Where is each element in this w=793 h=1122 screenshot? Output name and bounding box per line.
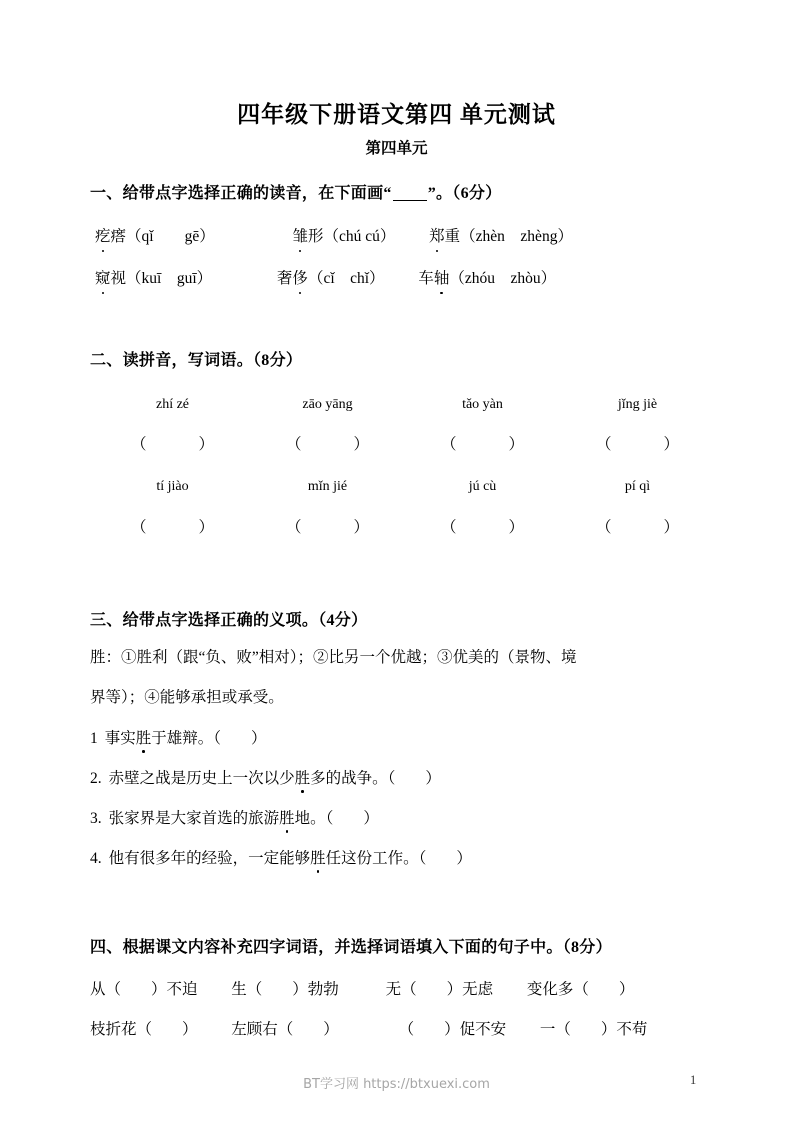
idiom-prefix: 枝折花（ xyxy=(90,1021,153,1038)
section-1-heading-prefix: 一、给带点字选择正确的读音，在下面画“ xyxy=(90,185,392,202)
idiom-item xyxy=(231,977,339,999)
pinyin-options[interactable]: （zhèn zhèng） xyxy=(460,228,573,245)
pinyin-label: tí jiào xyxy=(156,479,189,494)
answer-blank[interactable] xyxy=(250,515,405,537)
section-4-heading: 四、根据课文内容补充四字词语，并选择词语填入下面的句子中。（8分） xyxy=(90,939,612,956)
idiom-suffix: ） xyxy=(323,1021,339,1038)
section-3-heading: 三、给带点字选择正确的义项。（4分） xyxy=(90,612,368,629)
definition-line-1: 胜：①胜利（跟“负、败”相对）；②比另一个优越；③优美的（景物、境 xyxy=(90,649,577,666)
item-number: 4. xyxy=(90,850,102,867)
section-1-heading xyxy=(90,180,502,203)
pinyin-label: tǎo yàn xyxy=(462,397,503,412)
pinyin-label: zhí zé xyxy=(155,397,190,412)
word-rest: 瘩 xyxy=(110,228,127,245)
footer-watermark: BT学习网 https://btxuexi.com xyxy=(303,1077,490,1092)
item-text-before: 事实 xyxy=(104,730,136,747)
dotted-char: 胜 xyxy=(279,810,295,827)
blank-open-paren: （ xyxy=(595,436,612,453)
pronunciation-item xyxy=(418,266,556,288)
dotted-char: 胜 xyxy=(135,730,152,747)
section-3-item xyxy=(90,731,267,747)
pinyin-label: jú cù xyxy=(468,479,497,494)
answer-blank[interactable] xyxy=(405,515,560,537)
item-text-after: 任这份工作。（ xyxy=(325,850,427,867)
pronunciation-item xyxy=(292,224,395,246)
idiom-suffix: ） xyxy=(618,981,635,998)
blank-close-paren: ） xyxy=(363,810,379,827)
blank-close-paren: ） xyxy=(456,850,472,867)
dotted-char: 雏 xyxy=(292,224,308,246)
idiom-item xyxy=(399,1017,507,1039)
idiom-suffix: ）无虑 xyxy=(446,981,494,998)
dotted-char: 胜 xyxy=(310,850,326,867)
blank-close-paren: ） xyxy=(508,436,525,453)
idiom-prefix: 变化多（ xyxy=(526,981,589,998)
blank-close-paren: ） xyxy=(198,436,215,453)
pinyin-row-2 xyxy=(95,479,715,495)
definition-line-2: 界等）；④能够承担或承受。 xyxy=(90,689,284,706)
section-2-heading: 二、读拼音，写词语。（8分） xyxy=(90,352,303,369)
blank-open-paren: （ xyxy=(130,519,147,536)
item-text-before: 张家界是大家首选的旅游 xyxy=(108,810,280,827)
pinyin-row-1 xyxy=(95,397,715,413)
word-prefix: 奢 xyxy=(276,270,293,287)
item-text-before: 赤壁之战是历史上一次以少 xyxy=(108,770,295,787)
idiom-suffix: ）不迫 xyxy=(151,981,198,998)
pronunciation-item xyxy=(277,266,385,288)
answer-blank[interactable] xyxy=(405,432,560,454)
pinyin-options[interactable]: （qǐ gē） xyxy=(126,228,215,245)
answer-underline-blank xyxy=(393,200,427,201)
page-subtitle: 第四单元 xyxy=(365,140,428,157)
idiom-suffix: ）不苟 xyxy=(600,1021,648,1038)
section-3-item xyxy=(90,811,379,827)
item-text-after: 地。（ xyxy=(294,810,334,827)
blank-open-paren: （ xyxy=(285,519,302,536)
pinyin-options[interactable]: （kuī guī） xyxy=(126,270,213,287)
pinyin-label: mǐn jié xyxy=(307,479,348,494)
dotted-char: 侈 xyxy=(292,266,308,288)
section-1-heading-suffix: ”。（6分） xyxy=(427,185,502,202)
pronunciation-row-2 xyxy=(95,266,720,288)
section-3-item xyxy=(90,851,472,867)
idiom-prefix: 生（ xyxy=(231,981,263,998)
page-title: 四年级下册语文第四 单元测试 xyxy=(237,102,556,127)
pinyin-options[interactable]: （chú cú） xyxy=(323,228,396,245)
idiom-prefix: 从（ xyxy=(90,981,122,998)
page-number: 1 xyxy=(690,1073,697,1087)
idiom-item xyxy=(386,977,494,999)
item-number: 3. xyxy=(90,810,102,827)
blank-close-paren: ） xyxy=(251,730,267,747)
blank-close-paren: ） xyxy=(198,519,215,536)
idiom-item xyxy=(540,1017,648,1039)
word-rest: 形 xyxy=(307,228,324,245)
item-text-before: 他有很多年的经验，一定能够 xyxy=(108,850,311,867)
answer-blank[interactable] xyxy=(560,432,715,454)
pinyin-options[interactable]: （zhóu zhòu） xyxy=(449,270,557,287)
word-rest: 重 xyxy=(444,228,461,245)
blank-close-paren: ） xyxy=(353,436,370,453)
idiom-prefix: 左顾右（ xyxy=(231,1021,294,1038)
dotted-char: 郑 xyxy=(429,224,445,246)
idiom-suffix: ）勃勃 xyxy=(292,981,339,998)
dotted-char: 轴 xyxy=(434,266,450,288)
idiom-prefix: 一（ xyxy=(539,1021,571,1038)
item-text-after: 多的战争。（ xyxy=(310,770,396,787)
blank-close-paren: ） xyxy=(663,519,680,536)
pronunciation-item xyxy=(429,224,573,246)
pronunciation-item xyxy=(95,224,215,246)
pinyin-label: zāo yāng xyxy=(302,397,353,412)
item-text-after: 于雄辩。（ xyxy=(151,730,222,747)
item-number: 2. xyxy=(90,770,102,787)
idiom-item xyxy=(90,977,198,999)
blank-open-paren: （ xyxy=(440,519,457,536)
word-rest: 视 xyxy=(110,270,127,287)
pronunciation-item xyxy=(95,266,212,288)
pinyin-options[interactable]: （cǐ chǐ） xyxy=(307,270,385,287)
pronunciation-row-1 xyxy=(95,224,720,246)
answer-blank[interactable] xyxy=(250,432,405,454)
idiom-row-1 xyxy=(90,977,634,999)
pinyin-label: jǐng jiè xyxy=(617,397,658,412)
answer-blank[interactable] xyxy=(95,432,250,454)
idiom-item xyxy=(231,1017,339,1039)
idiom-prefix: 无（ xyxy=(385,981,417,998)
dotted-char: 疙 xyxy=(95,224,111,246)
section-3-item xyxy=(90,771,441,787)
blank-open-paren: （ xyxy=(440,436,457,453)
pinyin-label: pí qì xyxy=(624,479,651,494)
blank-open-paren: （ xyxy=(285,436,302,453)
answer-blank[interactable] xyxy=(560,515,715,537)
word-prefix: 车 xyxy=(418,270,434,287)
blank-open-paren: （ xyxy=(595,519,612,536)
item-number: 1 xyxy=(90,730,98,747)
answer-blank[interactable] xyxy=(95,515,250,537)
answer-blank-row-1 xyxy=(95,432,715,454)
blank-open-paren: （ xyxy=(130,436,147,453)
idiom-suffix: ）促不安 xyxy=(444,1021,507,1038)
dotted-char: 胜 xyxy=(294,770,311,787)
idiom-suffix: ） xyxy=(182,1021,198,1038)
idiom-prefix: （ xyxy=(398,1021,415,1038)
answer-blank-row-2 xyxy=(95,515,715,537)
blank-close-paren: ） xyxy=(663,436,680,453)
idiom-row-2 xyxy=(90,1017,647,1039)
dotted-char: 窥 xyxy=(95,266,111,288)
idiom-item xyxy=(90,1017,198,1039)
blank-close-paren: ） xyxy=(353,519,370,536)
idiom-item xyxy=(527,977,635,999)
blank-close-paren: ） xyxy=(425,770,441,787)
blank-close-paren: ） xyxy=(508,519,525,536)
